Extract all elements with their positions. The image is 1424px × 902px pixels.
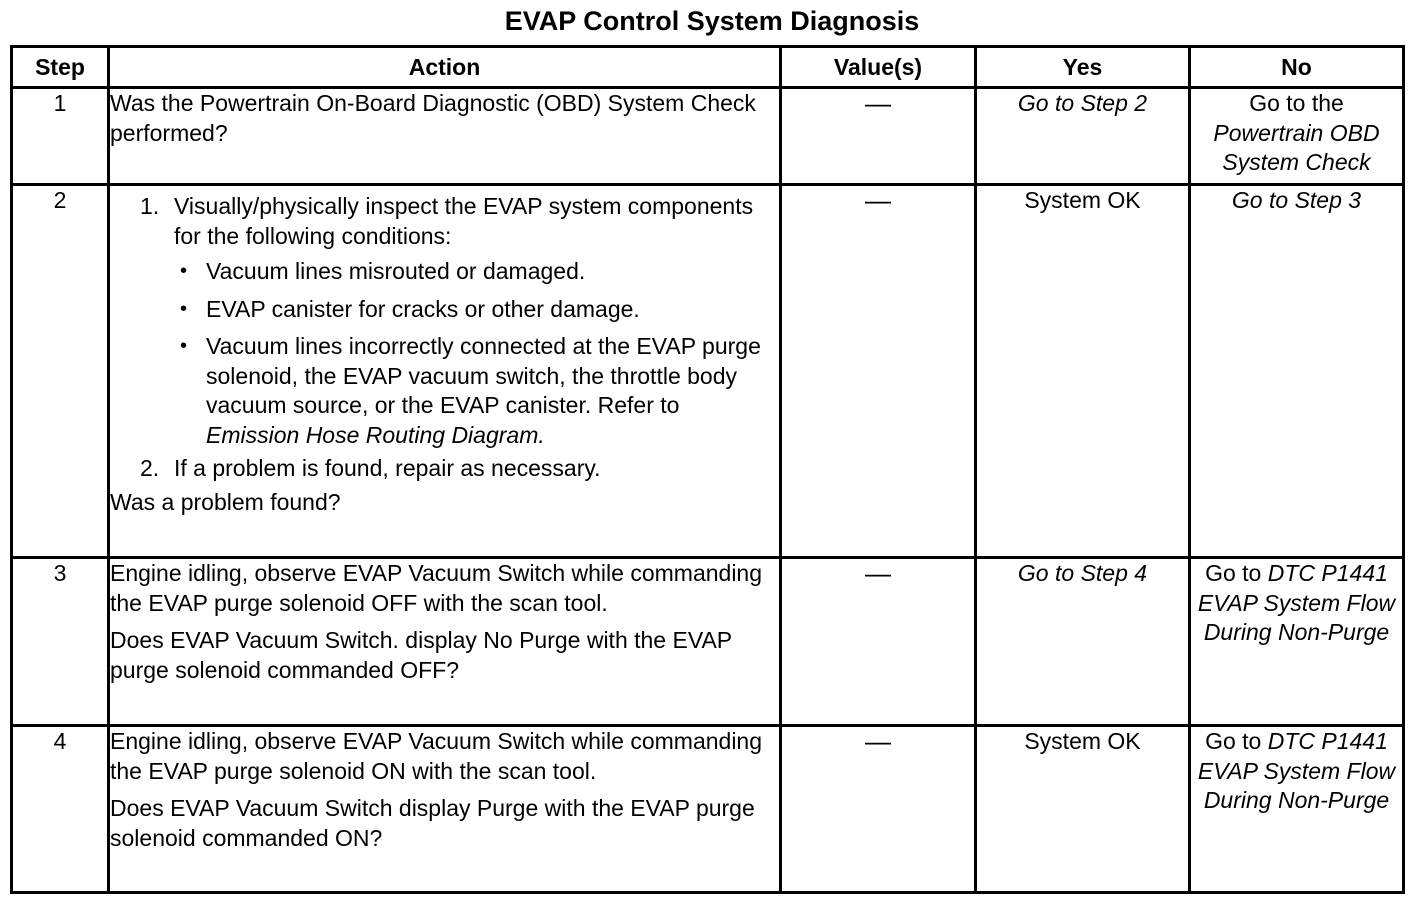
yes-cell (976, 558, 1190, 726)
list-item (110, 192, 779, 450)
no-text-link: DTC P1441 EVAP System Flow During Non-Purge (1197, 560, 1396, 645)
table-row (12, 88, 1404, 185)
action-cell (109, 185, 781, 558)
conditions-list (174, 257, 779, 450)
bullet-icon: • (180, 335, 188, 357)
header-action: Action (109, 47, 781, 88)
action-steps-list (110, 192, 779, 484)
list-item (174, 332, 779, 450)
bullet-icon: • (180, 297, 188, 320)
table-row (12, 185, 1404, 558)
header-yes: Yes (976, 47, 1190, 88)
list-item-text: Visually/physically inspect the EVAP system components for the following conditions: (174, 193, 754, 249)
action-cell (109, 88, 781, 185)
action-text: Engine idling, observe EVAP Vacuum Switch while commanding the EVAP purge solenoid ON with the scan tool. (110, 728, 763, 784)
yes-cell (976, 88, 1190, 185)
list-item (110, 454, 779, 484)
no-text-link: Go to Step 3 (1231, 187, 1362, 213)
list-item-text: If a problem is found, repair as necessary. (174, 455, 601, 481)
no-cell (1190, 558, 1404, 726)
diagnosis-table (10, 45, 1405, 894)
table-row (12, 726, 1404, 893)
header-step: Step (12, 47, 109, 88)
no-text-link: DTC P1441 EVAP System Flow During Non-Purge (1197, 728, 1396, 813)
value-cell: — (781, 185, 976, 558)
header-values: Value(s) (781, 47, 976, 88)
no-text-link: Powertrain OBD System Check (1213, 119, 1380, 175)
no-cell (1190, 726, 1404, 893)
no-cell (1190, 185, 1404, 558)
yes-text: Go to Step 4 (1017, 560, 1148, 586)
step-list-number: 1. (140, 193, 160, 219)
step-number: 2 (12, 185, 109, 558)
step-number: 4 (12, 726, 109, 893)
bullet-icon: • (180, 260, 188, 282)
header-no: No (1190, 47, 1404, 88)
value-cell: — (781, 88, 976, 185)
no-text-prefix: Go to the (1249, 90, 1344, 116)
list-item (174, 295, 779, 325)
action-question: Was a problem found? (110, 488, 341, 515)
no-cell (1190, 88, 1404, 185)
action-question: Does EVAP Vacuum Switch display Purge with the EVAP purge solenoid commanded ON? (110, 795, 755, 851)
yes-text: Go to Step 2 (1017, 90, 1148, 116)
list-item (174, 257, 779, 287)
document-title: EVAP Control System Diagnosis (504, 6, 920, 36)
action-text: Engine idling, observe EVAP Vacuum Switch while commanding the EVAP purge solenoid OFF with the scan tool. (110, 560, 763, 616)
action-cell (109, 558, 781, 726)
list-item-text: EVAP canister for cracks or other damage. (206, 295, 640, 322)
yes-cell: System OK (976, 185, 1190, 558)
table-row (12, 558, 1404, 726)
value-cell: — (781, 726, 976, 893)
yes-cell: System OK (976, 726, 1190, 893)
no-text-prefix: Go to (1205, 560, 1262, 586)
value-cell: — (781, 558, 976, 726)
list-item-text: Vacuum lines misrouted or damaged. (206, 258, 586, 284)
list-item-text: Vacuum lines incorrectly connected at the EVAP purge solenoid, the EVAP vacuum switch, the throttle body vacuum source, or the EVAP canister. Refer to (206, 333, 761, 418)
step-number: 1 (12, 88, 109, 185)
header-row (12, 47, 1404, 88)
reference-link: Emission Hose Routing Diagram. (206, 421, 545, 448)
no-text-prefix: Go to (1205, 728, 1262, 754)
action-cell (109, 726, 781, 893)
action-text: Was the Powertrain On-Board Diagnostic (OBD) System Check performed? (110, 90, 756, 146)
action-question: Does EVAP Vacuum Switch. display No Purge with the EVAP purge solenoid commanded OFF? (110, 627, 732, 683)
step-list-number: 2. (140, 455, 160, 481)
step-number: 3 (12, 558, 109, 726)
